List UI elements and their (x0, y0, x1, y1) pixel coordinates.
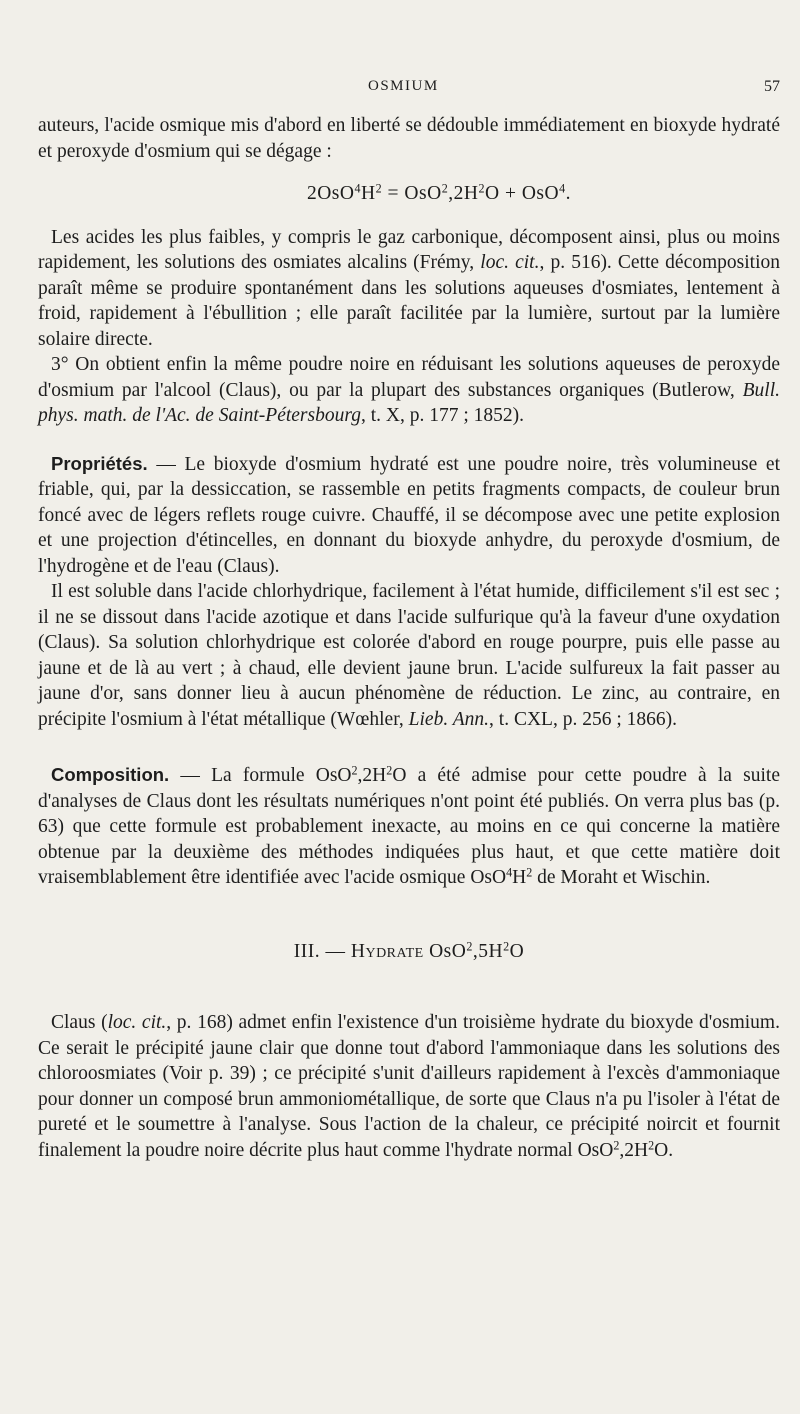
section-title: III. — Hydrate $OsO^2,5H^2O$ (293, 938, 525, 962)
paragraph-method-3: 3° On obtient enfin la même poudre noire en réduisant les solutions aqueuses de peroxyde d'osmium par l'alcool (Claus), ou par la plupart des substances organiques (Butlerow, Bull. phys. math. de l'Ac. de Saint-Pétersbourg, t. X, p. 177 ; 1852). (38, 354, 780, 426)
running-title: OSMIUM (368, 78, 439, 94)
page-body (38, 113, 780, 1163)
paragraph-solubility: Il est soluble dans l'acide chlorhydrique, facilement à l'état humide, difficilement s'il est sec ; il ne se dissout dans l'acide azotique et dans l'acide sulfurique qu'à la faveur d'une oxydation (Claus). Sa solution chlorhydrique est colorée d'abord en rouge pourpre, puis elle passe au jaune et de là au vert ; à chaud, elle devient jaune brun. L'acide sulfureux la fait passer au jaune d'or, sans donner lieu à aucun phénomène de réduction. Le zinc, au contraire, en précipite l'osmium à l'état métallique (Wœhler, Lieb. Ann., t. CXL, p. 256 ; 1866). (38, 581, 780, 730)
paragraph-continuation: auteurs, l'acide osmique mis d'abord en liberté se dédouble immédiatement en bioxyde hydraté et peroxyde d'osmium qui se dégage : (38, 115, 780, 162)
chemical-equation: $2OsO^4H^2 = OsO^2,2H^2O + OsO^4$. (306, 181, 572, 204)
page-number: 57 (764, 78, 780, 95)
page-header (0, 78, 800, 102)
paragraph-third-hydrate: Claus (loc. cit., p. 168) admet enfin l'existence d'un troisième hydrate du bioxyde d'osmium. Ce serait le précipité jaune clair que donne tout d'abord l'ammoniaque dans les solutions des chloroosmiates (Voir p. 39) ; ce précipité s'unit d'ailleurs rapidement à l'excès d'ammoniaque pour donner un composé brun ammoniométallique, de sorte que Claus n'a pu l'isoler à l'état de pureté et le soumettre à l'analyse. Sous l'action de la chaleur, ce précipité noircit et fournit finalement la poudre noire décrite plus haut comme l'hydrate normal $OsO^2,2H^2O$. (38, 1012, 780, 1161)
paragraph-composition: Composition. — La formule $OsO^2,2H^2O$ a été admise pour cette poudre à la suite d'analyses de Claus dont les résultats numériques n'ont point été publiés. On verra plus bas (p. 63) que cette formule est probablement inexacte, au moins en ce qui concerne la matière obtenue par la deuxième des méthodes indiquées plus haut, et que cette matière doit vraisemblablement être identifiée avec l'acide osmique $OsO^4H^2$ de Moraht et Wischin. (38, 763, 780, 888)
run-in-heading-composition: Composition. (51, 764, 170, 785)
paragraph-proprietes: Propriétés. — Le bioxyde d'osmium hydraté est une poudre noire, très volumineuse et friable, qui, par la dessiccation, se rassemble en petits fragments compacts, de couleur brun foncé avec de légers reflets rouge cuivre. Chauffé, il se décompose avec une petite explosion et une projection d'étincelles, en donnant du bioxyde anhydre, du peroxyde d'osmium, de l'hydrogène et de l'eau (Claus). (38, 452, 780, 577)
paragraph-weak-acids: Les acides les plus faibles, y compris le gaz carbonique, décomposent ainsi, plus ou moins rapidement, les solutions des osmiates alcalins (Frémy, loc. cit., p. 516). Cette décomposition paraît même se produire spontanément dans les solutions aqueuses d'osmiates, lentement à froid, rapidement à l'ébullition ; elle paraît facilitée par la lumière, surtout par la lumière solaire directe. (38, 226, 781, 350)
run-in-heading-proprietes: Propriétés. (51, 452, 148, 474)
